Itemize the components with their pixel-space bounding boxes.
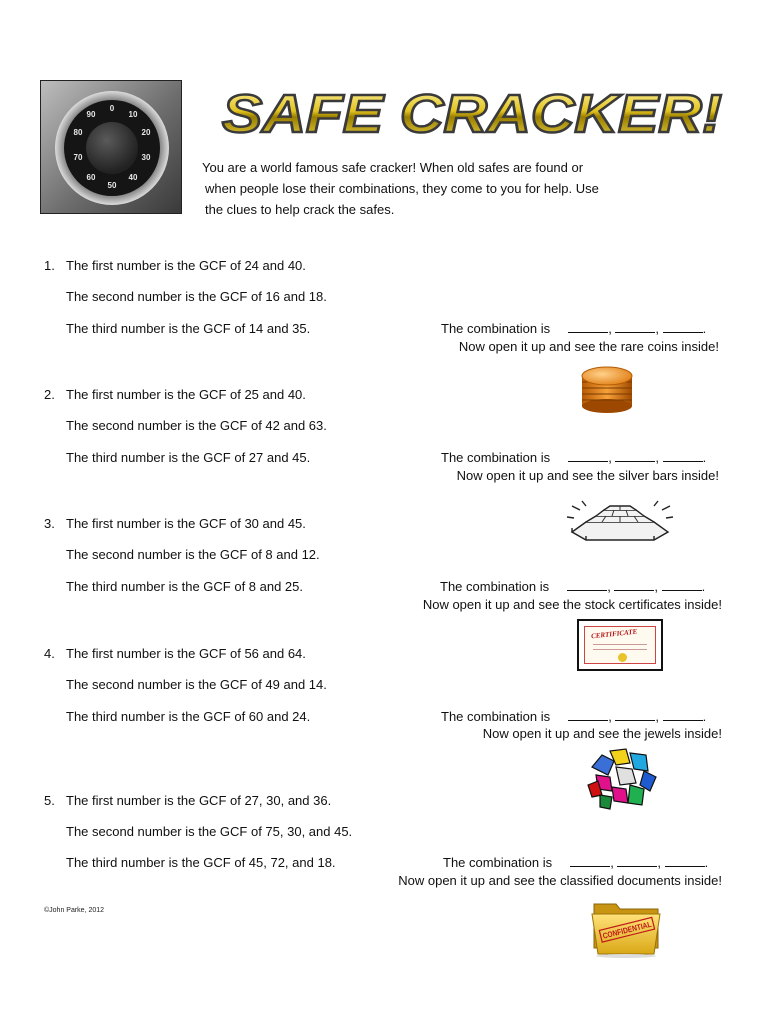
dial-number: 80 bbox=[73, 128, 83, 137]
problem-5-third-clue: The third number is the GCF of 45, 72, and 18. bbox=[66, 855, 336, 870]
silver-bars-icon bbox=[566, 500, 674, 544]
dial-number: 20 bbox=[141, 128, 151, 137]
certificate-image bbox=[577, 619, 663, 671]
problem-1-combination: The combination is , , . bbox=[441, 321, 707, 336]
dial-number: 60 bbox=[86, 173, 96, 182]
problem-2-second-clue: The second number is the GCF of 42 and 63. bbox=[66, 418, 327, 433]
problem-4-reward: Now open it up and see the jewels inside! bbox=[482, 726, 722, 741]
problem-number: 4. bbox=[44, 646, 55, 661]
problem-4-first-clue bbox=[44, 646, 306, 662]
page-title bbox=[216, 84, 728, 144]
answer-blank[interactable] bbox=[663, 450, 703, 462]
problem-number: 5. bbox=[44, 793, 55, 808]
problem-4-third-clue: The third number is the GCF of 60 and 24. bbox=[66, 709, 311, 724]
intro-line: when people lose their combinations, they come to you for help. Use bbox=[205, 181, 599, 196]
safe-dial-image bbox=[40, 80, 182, 214]
problem-4-combination: The combination is , , . bbox=[441, 709, 707, 724]
answer-blank[interactable] bbox=[615, 709, 655, 721]
problem-number: 1. bbox=[44, 258, 55, 273]
clue-text: The first number is the GCF of 56 and 64. bbox=[66, 646, 306, 661]
answer-blank[interactable] bbox=[617, 855, 657, 867]
certificate-seal-icon bbox=[618, 653, 627, 662]
answer-blank[interactable] bbox=[568, 450, 608, 462]
dial-ring bbox=[55, 91, 169, 205]
folder-stamp-text: CONFIDENTIAL bbox=[601, 917, 662, 941]
problem-5-combination: The combination is , , . bbox=[443, 855, 709, 870]
jewels-icon bbox=[586, 745, 660, 811]
problem-1-first-clue bbox=[44, 258, 306, 274]
coins-icon bbox=[578, 362, 636, 414]
clue-text: The first number is the GCF of 27, 30, and 36. bbox=[66, 793, 332, 808]
problem-3-third-clue: The third number is the GCF of 8 and 25. bbox=[66, 579, 304, 594]
dial-hub bbox=[86, 122, 138, 174]
certificate-border bbox=[584, 626, 656, 664]
dial-number: 90 bbox=[86, 110, 96, 119]
combination-label: The combination is bbox=[440, 579, 550, 594]
problem-4-second-clue: The second number is the GCF of 49 and 14. bbox=[66, 677, 327, 692]
certificate-line bbox=[593, 644, 647, 645]
problem-3-combination: The combination is , , . bbox=[440, 579, 706, 594]
answer-blank[interactable] bbox=[665, 855, 705, 867]
problem-5-reward: Now open it up and see the classified documents inside! bbox=[398, 873, 722, 888]
combination-label: The combination is bbox=[443, 855, 553, 870]
clue-text: The first number is the GCF of 24 and 40. bbox=[66, 258, 306, 273]
answer-blank[interactable] bbox=[615, 450, 655, 462]
dial-number: 0 bbox=[109, 104, 115, 113]
answer-blank[interactable] bbox=[662, 579, 702, 591]
dial-face bbox=[64, 100, 160, 196]
intro-paragraph bbox=[202, 157, 642, 220]
combination-label: The combination is bbox=[441, 450, 551, 465]
problem-1-third-clue: The third number is the GCF of 14 and 35. bbox=[66, 321, 311, 336]
dial-number: 10 bbox=[128, 110, 138, 119]
certificate-heading: CERTIFICATE bbox=[590, 627, 638, 641]
problem-5-first-clue bbox=[44, 793, 331, 809]
problem-number: 3. bbox=[44, 516, 55, 531]
answer-blank[interactable] bbox=[614, 579, 654, 591]
problem-2-reward: Now open it up and see the silver bars inside! bbox=[456, 468, 719, 483]
answer-blank[interactable] bbox=[568, 321, 608, 333]
intro-line: You are a world famous safe cracker! When old safes are found or bbox=[202, 160, 584, 175]
answer-blank[interactable] bbox=[615, 321, 655, 333]
dial-number: 50 bbox=[107, 181, 117, 190]
problem-5-second-clue: The second number is the GCF of 75, 30, and 45. bbox=[66, 824, 353, 839]
problem-number: 2. bbox=[44, 387, 55, 402]
problem-2-third-clue: The third number is the GCF of 27 and 45. bbox=[66, 450, 311, 465]
dial-number: 70 bbox=[73, 153, 83, 162]
dial-number: 30 bbox=[141, 153, 151, 162]
clue-text: The first number is the GCF of 30 and 45. bbox=[66, 516, 306, 531]
problem-1-second-clue: The second number is the GCF of 16 and 18. bbox=[66, 289, 327, 304]
answer-blank[interactable] bbox=[663, 321, 703, 333]
problem-3-first-clue bbox=[44, 516, 306, 532]
problem-2-first-clue bbox=[44, 387, 306, 403]
problem-2-combination: The combination is , , . bbox=[441, 450, 707, 465]
dial-number: 40 bbox=[128, 173, 138, 182]
answer-blank[interactable] bbox=[570, 855, 610, 867]
clue-text: The first number is the GCF of 25 and 40. bbox=[66, 387, 306, 402]
combination-label: The combination is bbox=[441, 321, 551, 336]
page-title-text: SAFE CRACKER! bbox=[222, 84, 723, 144]
answer-blank[interactable] bbox=[567, 579, 607, 591]
copyright-text: ©John Parke, 2012 bbox=[44, 907, 105, 914]
problem-3-reward: Now open it up and see the stock certificates inside! bbox=[422, 597, 722, 612]
answer-blank[interactable] bbox=[663, 709, 703, 721]
combination-label: The combination is bbox=[441, 709, 551, 724]
problem-3-second-clue: The second number is the GCF of 8 and 12. bbox=[66, 547, 320, 562]
folder-icon bbox=[588, 898, 664, 958]
certificate-line bbox=[593, 649, 647, 650]
answer-blank[interactable] bbox=[568, 709, 608, 721]
problem-1-reward: Now open it up and see the rare coins inside! bbox=[458, 339, 719, 354]
intro-line: the clues to help crack the safes. bbox=[205, 202, 395, 217]
